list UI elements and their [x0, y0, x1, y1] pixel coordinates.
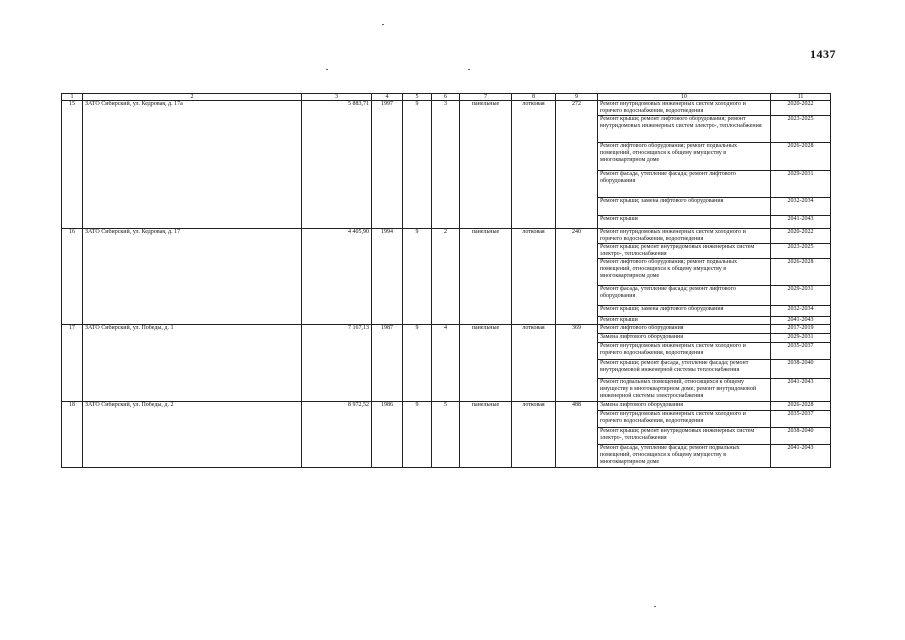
building-address: ЗАТО Сибирский, ул. Победы, д. 1 — [83, 325, 302, 402]
work-period: 2041-2043 — [771, 445, 831, 468]
work-period: 2020-2022 — [771, 101, 831, 116]
work-period: 2032-2034 — [771, 306, 831, 317]
column-number: 4 — [372, 94, 403, 101]
work-period: 2038-2040 — [771, 360, 831, 379]
work-description: Ремонт фасада, утепление фасада; ремонт лифтового оборудования — [598, 171, 771, 198]
building-number: 16 — [62, 229, 83, 325]
work-description: Ремонт крыши; замена лифтового оборудования — [598, 198, 771, 216]
work-period: 2041-2043 — [771, 317, 831, 325]
building-year: 1986 — [372, 402, 403, 468]
work-description: Ремонт крыши; ремонт лифтового оборудования; ремонт внутридомовых инженерных систем электро-, теплоснабжения — [598, 116, 771, 143]
building-address: ЗАТО Сибирский, ул. Кедровая, д. 17а — [83, 101, 302, 229]
scan-speck — [382, 24, 384, 25]
column-number: 11 — [771, 94, 831, 101]
scan-speck — [654, 606, 656, 607]
table-row — [62, 325, 831, 334]
column-number: 7 — [460, 94, 512, 101]
column-number: 6 — [432, 94, 460, 101]
column-number: 9 — [556, 94, 598, 101]
building-roof-type: лотковая — [512, 402, 556, 468]
building-number: 18 — [62, 402, 83, 468]
work-description: Ремонт фасада, утепление фасада; ремонт подвальных помещений, относящихся к общему имуществу в многоквартирном доме — [598, 445, 771, 468]
work-period: 2026-2028 — [771, 259, 831, 286]
work-period: 2038-2040 — [771, 428, 831, 445]
building-area: 8 972,52 — [302, 402, 372, 468]
column-number: 8 — [512, 94, 556, 101]
work-period: 2026-2028 — [771, 143, 831, 171]
building-roof-type: лотковая — [512, 325, 556, 402]
column-number: 1 — [62, 94, 83, 101]
work-description: Ремонт крыши — [598, 216, 771, 229]
table-row — [62, 101, 831, 116]
column-number: 2 — [83, 94, 302, 101]
work-period: 2020-2022 — [771, 229, 831, 244]
work-description: Ремонт внутридомовых инженерных систем холодного и горячего водоснабжения, водоотведения — [598, 229, 771, 244]
work-description: Ремонт крыши; ремонт внутридомовых инженерных систем электро-, теплоснабжения — [598, 428, 771, 445]
building-entrances: 2 — [432, 229, 460, 325]
work-description: Ремонт фасада, утепление фасада; ремонт лифтового оборудования — [598, 286, 771, 306]
page-number: 1437 — [810, 47, 836, 61]
work-period: 2032-2034 — [771, 198, 831, 216]
work-period: 2029-2031 — [771, 334, 831, 343]
work-description: Замена лифтового оборудования — [598, 402, 771, 411]
building-address: ЗАТО Сибирский, ул. Кедровая, д. 17 — [83, 229, 302, 325]
building-wall-material: панельные — [460, 229, 512, 325]
work-period: 2017-2019 — [771, 325, 831, 334]
work-description: Замена лифтового оборудования — [598, 334, 771, 343]
column-number-row — [62, 94, 831, 101]
building-wall-material: панельные — [460, 402, 512, 468]
work-description: Ремонт лифтового оборудования; ремонт подвальных помещений, относящихся к общему имуществу в многоквартирном доме — [598, 143, 771, 171]
work-description: Ремонт лифтового оборудования; ремонт подвальных помещений, относящихся к общему имуществу в многоквартирном доме — [598, 259, 771, 286]
building-residents: 369 — [556, 325, 598, 402]
work-period: 2041-2043 — [771, 216, 831, 229]
building-floors: 9 — [403, 101, 432, 229]
work-description: Ремонт крыши; ремонт фасада, утепление фасада; ремонт внутридомовой инженерной системы теплоснабжения — [598, 360, 771, 379]
building-year: 1997 — [372, 101, 403, 229]
work-description: Ремонт подвальных помещений, относящихся к общему имуществу в многоквартирном доме; ремонт внутридомовой инженерной системы электроснабжения — [598, 379, 771, 402]
building-floors: 9 — [403, 325, 432, 402]
building-year: 1994 — [372, 229, 403, 325]
table-row — [62, 229, 831, 244]
building-number: 17 — [62, 325, 83, 402]
building-area: 4 405,90 — [302, 229, 372, 325]
building-residents: 488 — [556, 402, 598, 468]
building-roof-type: лотковая — [512, 229, 556, 325]
building-floors: 9 — [403, 402, 432, 468]
work-period: 2035-2037 — [771, 343, 831, 360]
building-year: 1987 — [372, 325, 403, 402]
building-area: 5 883,71 — [302, 101, 372, 229]
work-period: 2026-2028 — [771, 402, 831, 411]
building-entrances: 5 — [432, 402, 460, 468]
work-period: 2029-2031 — [771, 171, 831, 198]
work-description: Ремонт крыши — [598, 317, 771, 325]
work-period: 2029-2031 — [771, 286, 831, 306]
column-number: 5 — [403, 94, 432, 101]
repair-schedule-table — [61, 93, 831, 468]
scan-speck — [326, 69, 328, 70]
work-description: Ремонт внутридомовых инженерных систем холодного и горячего водоснабжения, водоотведения — [598, 343, 771, 360]
scan-speck — [468, 69, 470, 70]
table-row — [62, 402, 831, 411]
work-description: Ремонт крыши; ремонт внутридомовых инженерных систем электро-, теплоснабжения — [598, 244, 771, 259]
column-number: 3 — [302, 94, 372, 101]
column-number: 10 — [598, 94, 771, 101]
work-period: 2023-2025 — [771, 244, 831, 259]
work-period: 2023-2025 — [771, 116, 831, 143]
building-roof-type: лотковая — [512, 101, 556, 229]
building-residents: 240 — [556, 229, 598, 325]
work-description: Ремонт внутридомовых инженерных систем холодного и горячего водоснабжения, водоотведения — [598, 101, 771, 116]
work-period: 2035-2037 — [771, 411, 831, 428]
building-floors: 9 — [403, 229, 432, 325]
building-number: 15 — [62, 101, 83, 229]
building-entrances: 3 — [432, 101, 460, 229]
work-description: Ремонт лифтового оборудования — [598, 325, 771, 334]
building-residents: 272 — [556, 101, 598, 229]
building-address: ЗАТО Сибирский, ул. Победы, д. 2 — [83, 402, 302, 468]
work-description: Ремонт внутридомовых инженерных систем холодного и горячего водоснабжения, водоотведения — [598, 411, 771, 428]
building-wall-material: панельные — [460, 101, 512, 229]
building-wall-material: панельные — [460, 325, 512, 402]
work-description: Ремонт крыши; замена лифтового оборудования — [598, 306, 771, 317]
work-period: 2041-2043 — [771, 379, 831, 402]
building-entrances: 4 — [432, 325, 460, 402]
building-area: 7 167,13 — [302, 325, 372, 402]
